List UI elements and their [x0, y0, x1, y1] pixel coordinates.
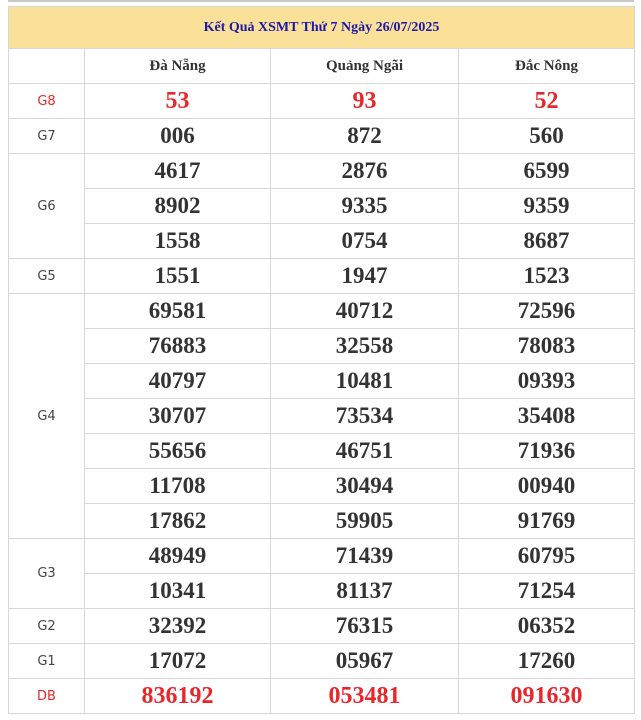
province-header-row: [9, 49, 635, 84]
result-number: 6599: [459, 154, 635, 189]
prize-row-g6: [9, 154, 635, 189]
result-number: 1947: [271, 259, 459, 294]
prize-row-g1: [9, 644, 635, 679]
prize-row-g3: [9, 539, 635, 574]
result-number: 93: [271, 84, 459, 119]
result-number: 8687: [459, 224, 635, 259]
province-name[interactable]: Đắc Nông: [459, 49, 635, 84]
result-number: 1558: [85, 224, 271, 259]
prize-row-g4: [9, 329, 635, 364]
prize-row-g4: [9, 504, 635, 539]
prize-row-g4: [9, 469, 635, 504]
result-number: 73534: [271, 399, 459, 434]
prize-label: G8: [9, 84, 85, 119]
prize-row-g6: [9, 224, 635, 259]
result-number: 09393: [459, 364, 635, 399]
result-number: 05967: [271, 644, 459, 679]
result-number: 55656: [85, 434, 271, 469]
result-number: 60795: [459, 539, 635, 574]
result-number: 48949: [85, 539, 271, 574]
result-number: 71254: [459, 574, 635, 609]
result-number: 40797: [85, 364, 271, 399]
prize-row-g6: [9, 189, 635, 224]
prize-row-g2: [9, 609, 635, 644]
results-body: [9, 84, 635, 714]
prize-row-g4: [9, 434, 635, 469]
result-number: 59905: [271, 504, 459, 539]
prize-row-g5: [9, 259, 635, 294]
result-number: 30494: [271, 469, 459, 504]
result-number: 06352: [459, 609, 635, 644]
result-number: 10481: [271, 364, 459, 399]
result-number: 0754: [271, 224, 459, 259]
top-divider: [8, 0, 634, 2]
results-table: [8, 6, 635, 714]
result-number: 4617: [85, 154, 271, 189]
result-number: 9335: [271, 189, 459, 224]
result-number: 091630: [459, 679, 635, 714]
prize-row-g4: [9, 364, 635, 399]
prize-label: G1: [9, 644, 85, 679]
result-number: 71936: [459, 434, 635, 469]
result-number: 10341: [85, 574, 271, 609]
result-number: 40712: [271, 294, 459, 329]
results-panel: [8, 6, 634, 714]
prize-label: G3: [9, 539, 85, 609]
province-name[interactable]: Đà Nẵng: [85, 49, 271, 84]
result-number: 53: [85, 84, 271, 119]
results-title: Kết Quả XSMT Thứ 7 Ngày 26/07/2025: [9, 7, 635, 49]
result-number: 836192: [85, 679, 271, 714]
result-number: 8902: [85, 189, 271, 224]
result-number: 872: [271, 119, 459, 154]
result-number: 69581: [85, 294, 271, 329]
prize-label: G4: [9, 294, 85, 539]
result-number: 1523: [459, 259, 635, 294]
result-number: 006: [85, 119, 271, 154]
result-number: 72596: [459, 294, 635, 329]
result-number: 9359: [459, 189, 635, 224]
result-number: 00940: [459, 469, 635, 504]
prize-label: DB: [9, 679, 85, 714]
result-number: 2876: [271, 154, 459, 189]
prize-row-g4: [9, 294, 635, 329]
prize-row-g8: [9, 84, 635, 119]
prize-label: G6: [9, 154, 85, 259]
result-number: 71439: [271, 539, 459, 574]
result-number: 17862: [85, 504, 271, 539]
result-number: 76315: [271, 609, 459, 644]
result-number: 30707: [85, 399, 271, 434]
result-number: 35408: [459, 399, 635, 434]
result-number: 11708: [85, 469, 271, 504]
prize-label: G7: [9, 119, 85, 154]
result-number: 91769: [459, 504, 635, 539]
result-number: 560: [459, 119, 635, 154]
prize-label: G5: [9, 259, 85, 294]
result-number: 17260: [459, 644, 635, 679]
result-number: 17072: [85, 644, 271, 679]
prize-row-g3: [9, 574, 635, 609]
prize-row-g4: [9, 399, 635, 434]
result-number: 81137: [271, 574, 459, 609]
prize-row-g7: [9, 119, 635, 154]
result-number: 1551: [85, 259, 271, 294]
result-number: 76883: [85, 329, 271, 364]
prize-label: G2: [9, 609, 85, 644]
result-number: 52: [459, 84, 635, 119]
result-number: 32558: [271, 329, 459, 364]
result-number: 32392: [85, 609, 271, 644]
result-number: 053481: [271, 679, 459, 714]
prize-column-header: [9, 49, 85, 84]
province-name[interactable]: Quảng Ngãi: [271, 49, 459, 84]
result-number: 46751: [271, 434, 459, 469]
prize-row-db: [9, 679, 635, 714]
result-number: 78083: [459, 329, 635, 364]
